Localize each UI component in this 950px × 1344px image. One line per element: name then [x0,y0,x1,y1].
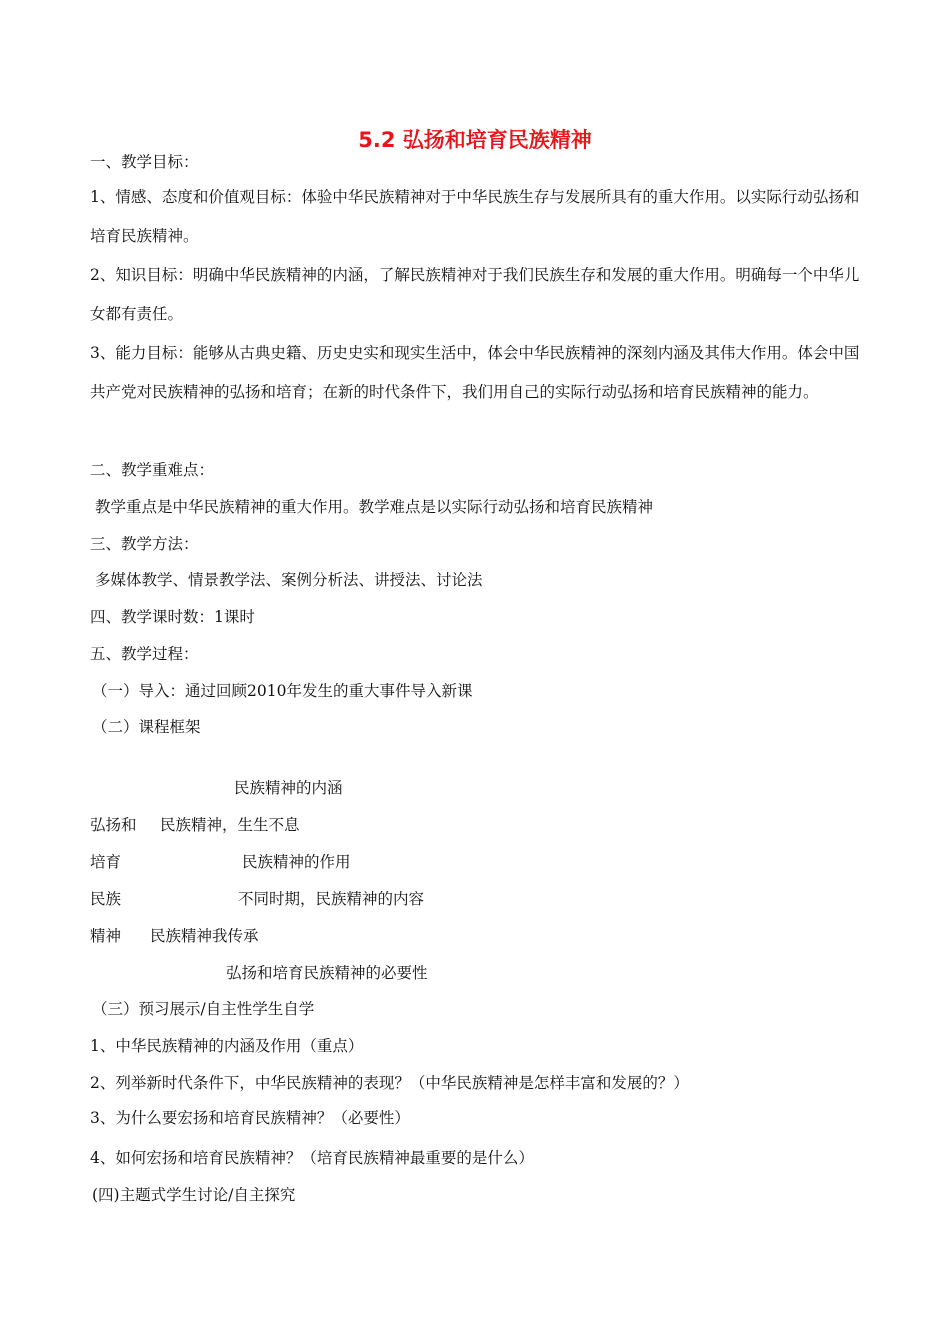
question-4: 4、如何宏扬和培育民族精神？（培育民族精神最重要的是什么） [90,1149,534,1167]
framework-left-label: 民族 [90,890,122,908]
framework-left-label: 精神 [90,927,122,945]
key-points-text: 教学重点是中华民族精神的重大作用。教学难点是以实际行动弘扬和培育民族精神 [95,498,654,516]
class-hours: 四、教学课时数：1课时 [90,608,255,626]
objective-1: 1、情感、态度和价值观目标：体验中华民族精神对于中华民族生存与发展所具有的重大作用。以实际行动弘扬和培育民族精神。 [90,188,860,245]
framework-left-label: 培育 [90,853,122,871]
framework-item: 民族精神，生生不息 [160,816,300,834]
framework-item: 民族精神的内涵 [234,779,343,797]
page-title: 5.2 弘扬和培育民族精神 [358,128,592,152]
method-text: 多媒体教学、情景教学法、案例分析法、讲授法、讨论法 [95,571,483,589]
framework-item: 民族精神我传承 [150,927,259,945]
framework-left-label: 弘扬和 [90,816,137,834]
key-points-heading: 二、教学重难点： [90,461,215,479]
framework-item: 弘扬和培育民族精神的必要性 [226,964,428,982]
question-1: 1、中华民族精神的内涵及作用（重点） [90,1037,364,1055]
question-3: 3、为什么要宏扬和培育民族精神？（必要性） [90,1109,410,1127]
objective-3: 3、能力目标：能够从古典史籍、历史史实和现实生活中，体会中华民族精神的深刻内涵及其伟大作用。体会中国共产党对民族精神的弘扬和培育；在新的时代条件下，我们用自己的实际行动弘扬和培育民族精神的能力。 [90,344,860,401]
step-intro: （一）导入：通过回顾2010年发生的重大事件导入新课 [92,682,473,700]
step-discussion: (四)主题式学生讨论/自主探究 [92,1186,296,1204]
framework-item: 不同时期，民族精神的内容 [238,890,425,908]
framework-item: 民族精神的作用 [242,853,351,871]
step-framework: （二）课程框架 [92,718,201,736]
method-heading: 三、教学方法： [90,535,199,553]
objectives-heading: 一、教学目标： [90,153,199,171]
question-2: 2、列举新时代条件下，中华民族精神的表现？（中华民族精神是怎样丰富和发展的？） [90,1074,689,1092]
objective-2: 2、知识目标：明确中华民族精神的内涵，了解民族精神对于我们民族生存和发展的重大作用。明确每一个中华儿女都有责任。 [90,266,860,323]
step-preview: （三）预习展示/自主性学生自学 [92,1000,315,1018]
process-heading: 五、教学过程： [90,645,199,663]
